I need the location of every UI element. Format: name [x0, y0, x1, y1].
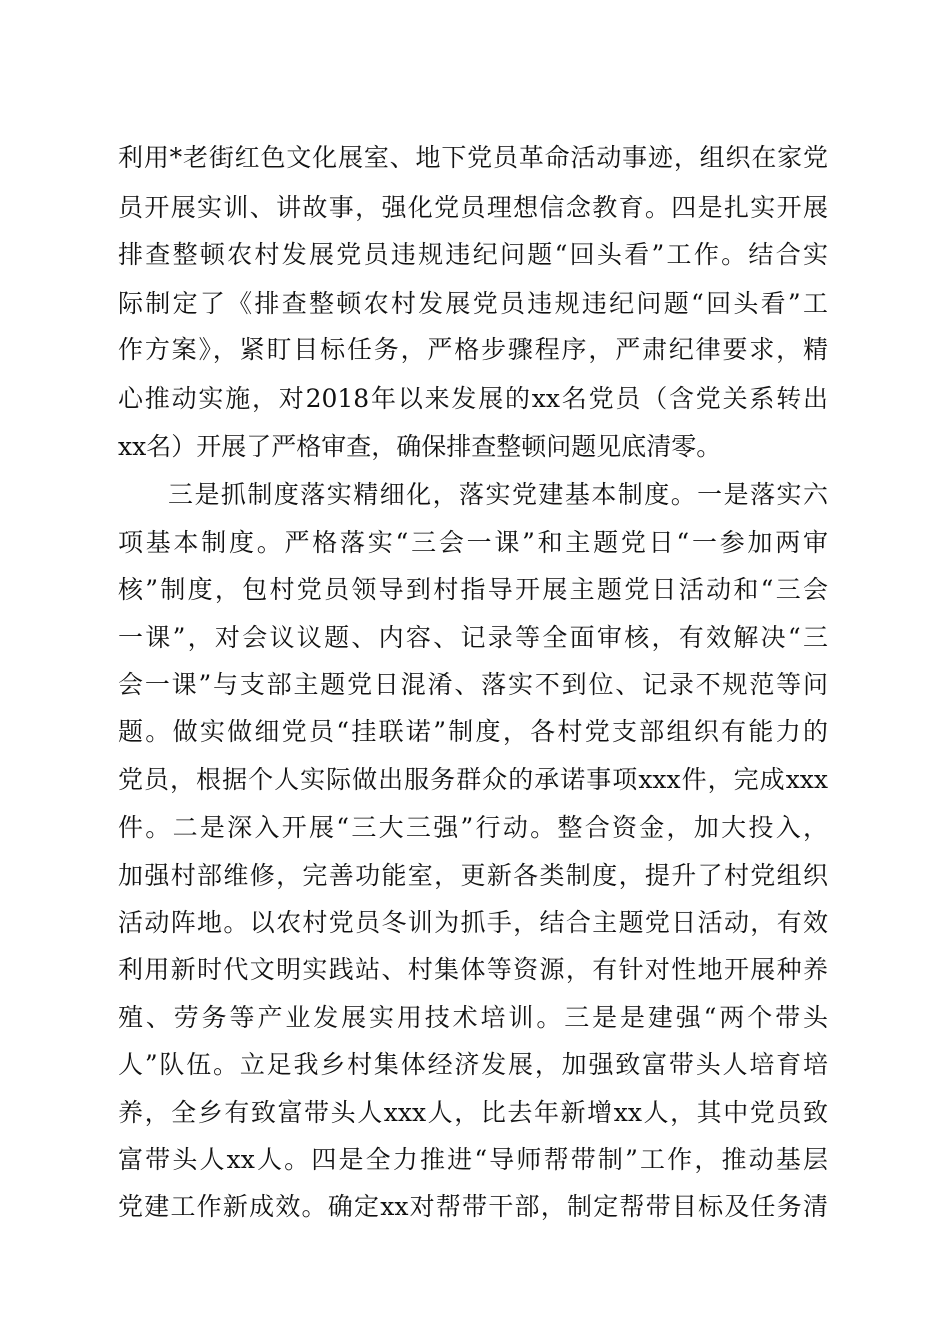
text-line: 员开展实训、讲故事，强化党员理想信念教育。四是扎实开展: [118, 193, 828, 222]
text-line: 作方案》，紧盯目标任务，严格步骤程序，严肃纪律要求，精: [118, 335, 828, 364]
text-line: 人”队伍。立足我乡村集体经济发展，加强致富带头人培育培: [118, 1050, 828, 1079]
text-line: 排查整顿农村发展党员违规违纪问题“回头看”工作。结合实: [118, 240, 828, 269]
text-line: 会一课”与支部主题党日混淆、落实不到位、记录不规范等问: [118, 670, 828, 699]
text-line: 养，全乡有致富带头人xxx人，比去年新增xx人，其中党员致: [118, 1098, 828, 1127]
text-line: 题。做实做细党员“挂联诺”制度，各村党支部组织有能力的: [118, 717, 828, 746]
text-line: xx名）开展了严格审查，确保排查整顿问题见底清零。: [118, 432, 722, 461]
text-line: 加强村部维修，完善功能室，更新各类制度，提升了村党组织: [118, 861, 828, 890]
text-line: 件。二是深入开展“三大三强”行动。整合资金，加大投入，: [118, 813, 828, 842]
text-line: 殖、劳务等产业发展实用技术培训。三是是建强“两个带头: [118, 1003, 828, 1032]
text-line: 核”制度，包村党员领导到村指导开展主题党日活动和“三会: [118, 575, 828, 604]
text-line: 一课”，对会议议题、内容、记录等全面审核，有效解决“三: [118, 623, 828, 652]
text-line: 项基本制度。严格落实“三会一课”和主题党日“一参加两审: [118, 528, 828, 557]
text-line: 心推动实施，对2018年以来发展的xx名党员（含党关系转出: [118, 384, 828, 413]
text-line: 际制定了《排查整顿农村发展党员违规违纪问题“回头看”工: [118, 289, 828, 318]
text-line: 活动阵地。以农村党员冬训为抓手，结合主题党日活动，有效: [118, 908, 828, 937]
paragraph-heading-line: 三是抓制度落实精细化，落实党建基本制度。一是落实六: [168, 480, 828, 509]
text-line: 党员，根据个人实际做出服务群众的承诺事项xxx件，完成xxx: [118, 765, 828, 794]
text-line: 利用*老街红色文化展室、地下党员革命活动事迹，组织在家党: [118, 143, 828, 172]
text-line: 党建工作新成效。确定xx对帮带干部，制定帮带目标及任务清: [118, 1192, 828, 1221]
text-line: 富带头人xx人。四是全力推进“导师帮带制”工作，推动基层: [118, 1145, 828, 1174]
text-line: 利用新时代文明实践站、村集体等资源，有针对性地开展种养: [118, 955, 828, 984]
